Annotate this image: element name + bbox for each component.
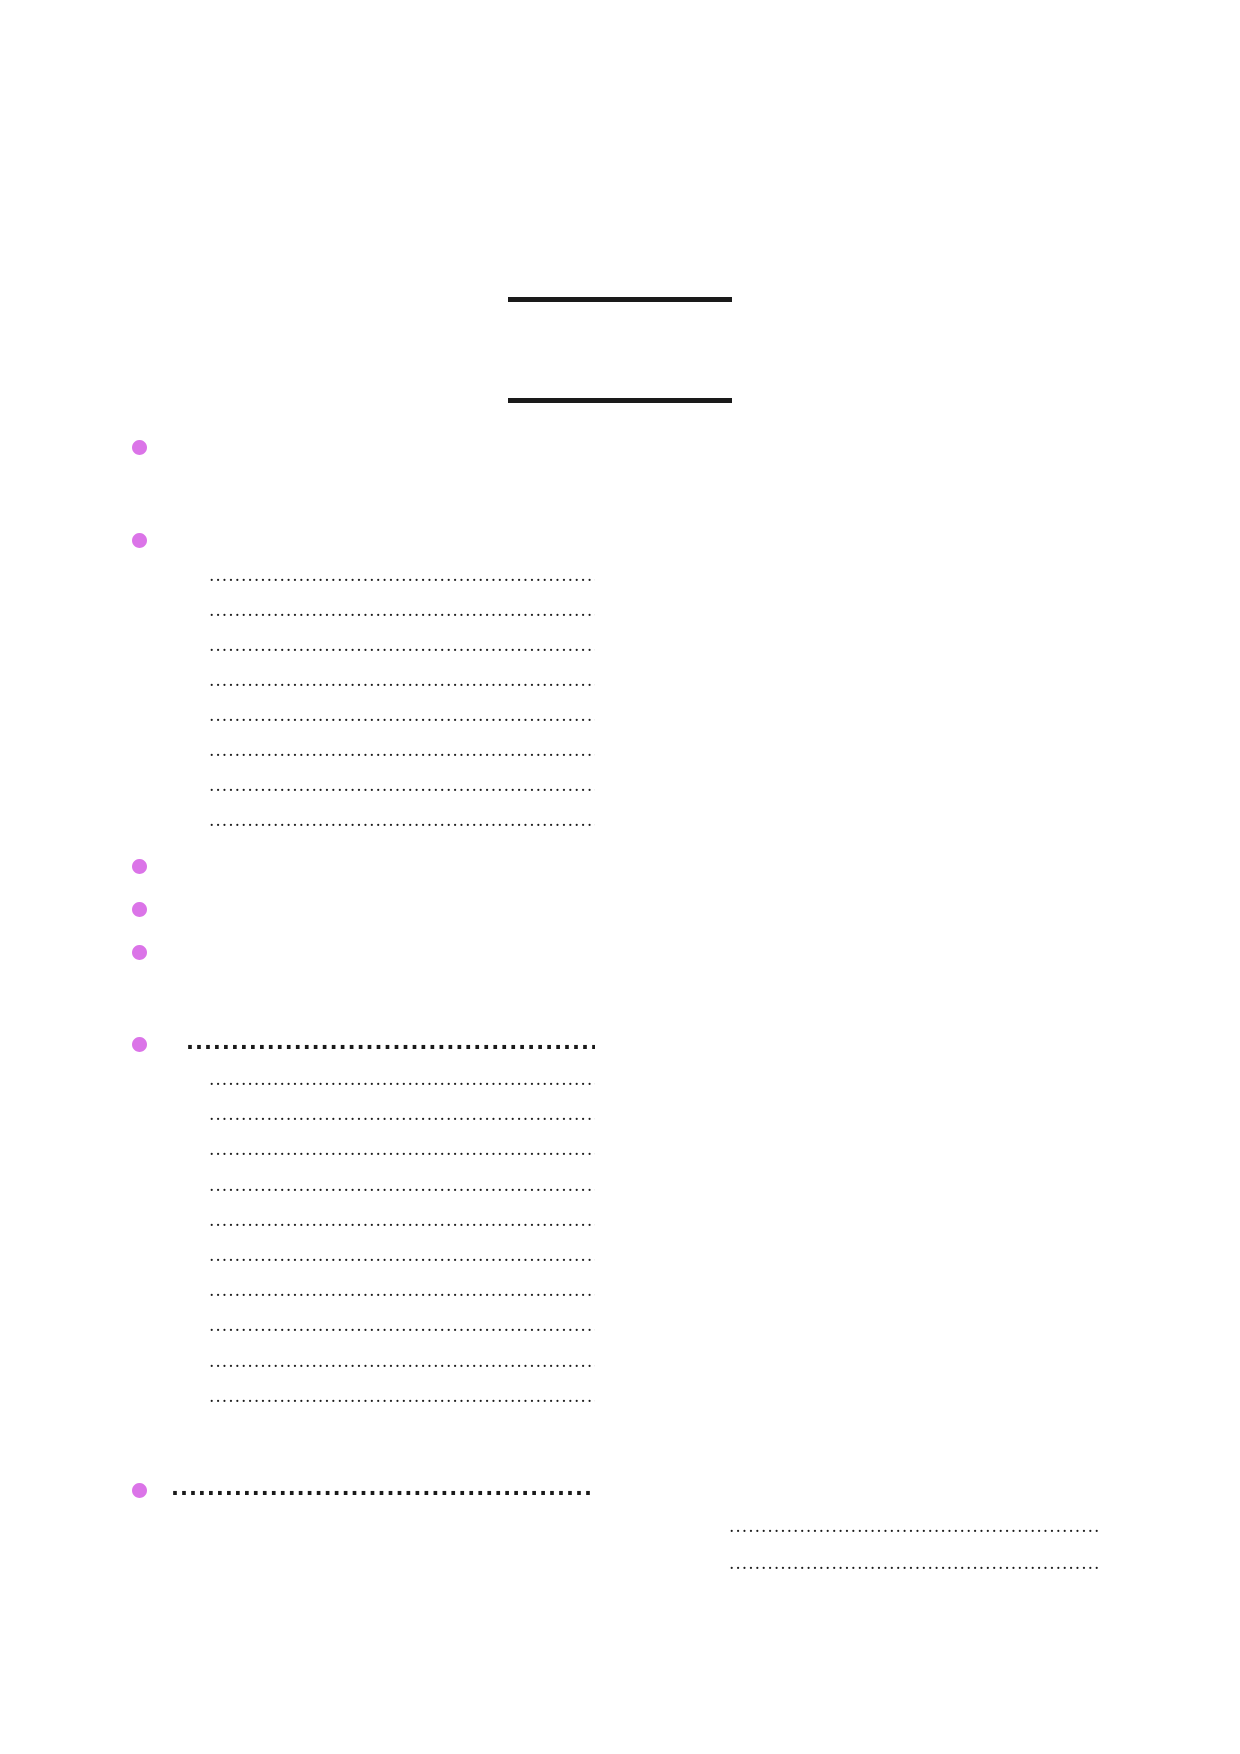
leader-dots bbox=[209, 1211, 595, 1231]
leader-dots bbox=[209, 1176, 595, 1196]
gs-item-4[interactable] bbox=[168, 671, 598, 691]
leader-dots bbox=[209, 601, 595, 621]
aptitude-item-9[interactable] bbox=[168, 1352, 598, 1372]
hindi-item-15-line2[interactable] bbox=[726, 1517, 1102, 1537]
leader-dots bbox=[209, 1070, 595, 1090]
leader-dots bbox=[209, 776, 595, 796]
page-title-box bbox=[508, 297, 732, 403]
leader-dots bbox=[209, 811, 595, 831]
aptitude-item-4[interactable] bbox=[168, 1176, 598, 1196]
gs-item-1[interactable] bbox=[168, 566, 598, 586]
aptitude-item-10[interactable] bbox=[168, 1387, 598, 1407]
leader-dots bbox=[209, 1140, 595, 1160]
leader-dots bbox=[209, 636, 595, 656]
general-aptitude[interactable] bbox=[168, 1030, 598, 1054]
aptitude-item-2[interactable] bbox=[168, 1105, 598, 1125]
leader-dots bbox=[209, 566, 595, 586]
bullet-icon bbox=[132, 533, 147, 548]
leader-dots bbox=[209, 1105, 595, 1125]
leader-dots bbox=[171, 1476, 595, 1500]
leader-dots bbox=[209, 1246, 595, 1266]
leader-dots bbox=[209, 741, 595, 761]
aptitude-item-1[interactable] bbox=[168, 1070, 598, 1090]
general-science[interactable] bbox=[168, 895, 598, 919]
bullet-icon bbox=[132, 859, 147, 874]
gs-item-5[interactable] bbox=[168, 706, 598, 726]
aptitude-item-7[interactable] bbox=[168, 1281, 598, 1301]
gs-item-3[interactable] bbox=[168, 636, 598, 656]
leader-dots bbox=[186, 1030, 595, 1054]
aptitude-item-8[interactable] bbox=[168, 1316, 598, 1336]
leader-dots bbox=[209, 671, 595, 691]
bullet-icon bbox=[132, 945, 147, 960]
bullet-icon bbox=[132, 1483, 147, 1498]
bullet-icon bbox=[132, 440, 147, 455]
leader-dots bbox=[209, 1352, 595, 1372]
bullet-icon bbox=[132, 902, 147, 917]
gs-item-7[interactable] bbox=[168, 776, 598, 796]
leader-dots bbox=[209, 706, 595, 726]
gs-item-2[interactable] bbox=[168, 601, 598, 621]
general-studies[interactable] bbox=[168, 526, 598, 550]
mp-gk[interactable] bbox=[168, 938, 598, 962]
leader-dots bbox=[209, 1316, 595, 1336]
leader-dots bbox=[209, 1387, 595, 1407]
gs-item-6[interactable] bbox=[168, 741, 598, 761]
bullet-icon bbox=[132, 1037, 147, 1052]
hindi-item-16[interactable] bbox=[684, 1554, 1102, 1574]
current-affairs[interactable] bbox=[168, 852, 598, 876]
aptitude-item-5[interactable] bbox=[168, 1211, 598, 1231]
leader-dots bbox=[729, 1517, 1099, 1537]
aptitude-item-3[interactable] bbox=[168, 1140, 598, 1160]
gs-item-8[interactable] bbox=[168, 811, 598, 831]
leader-dots bbox=[729, 1554, 1099, 1574]
aptitude-item-6[interactable] bbox=[168, 1246, 598, 1266]
educational-aptitude[interactable] bbox=[168, 1476, 598, 1500]
leader-dots bbox=[209, 1281, 595, 1301]
